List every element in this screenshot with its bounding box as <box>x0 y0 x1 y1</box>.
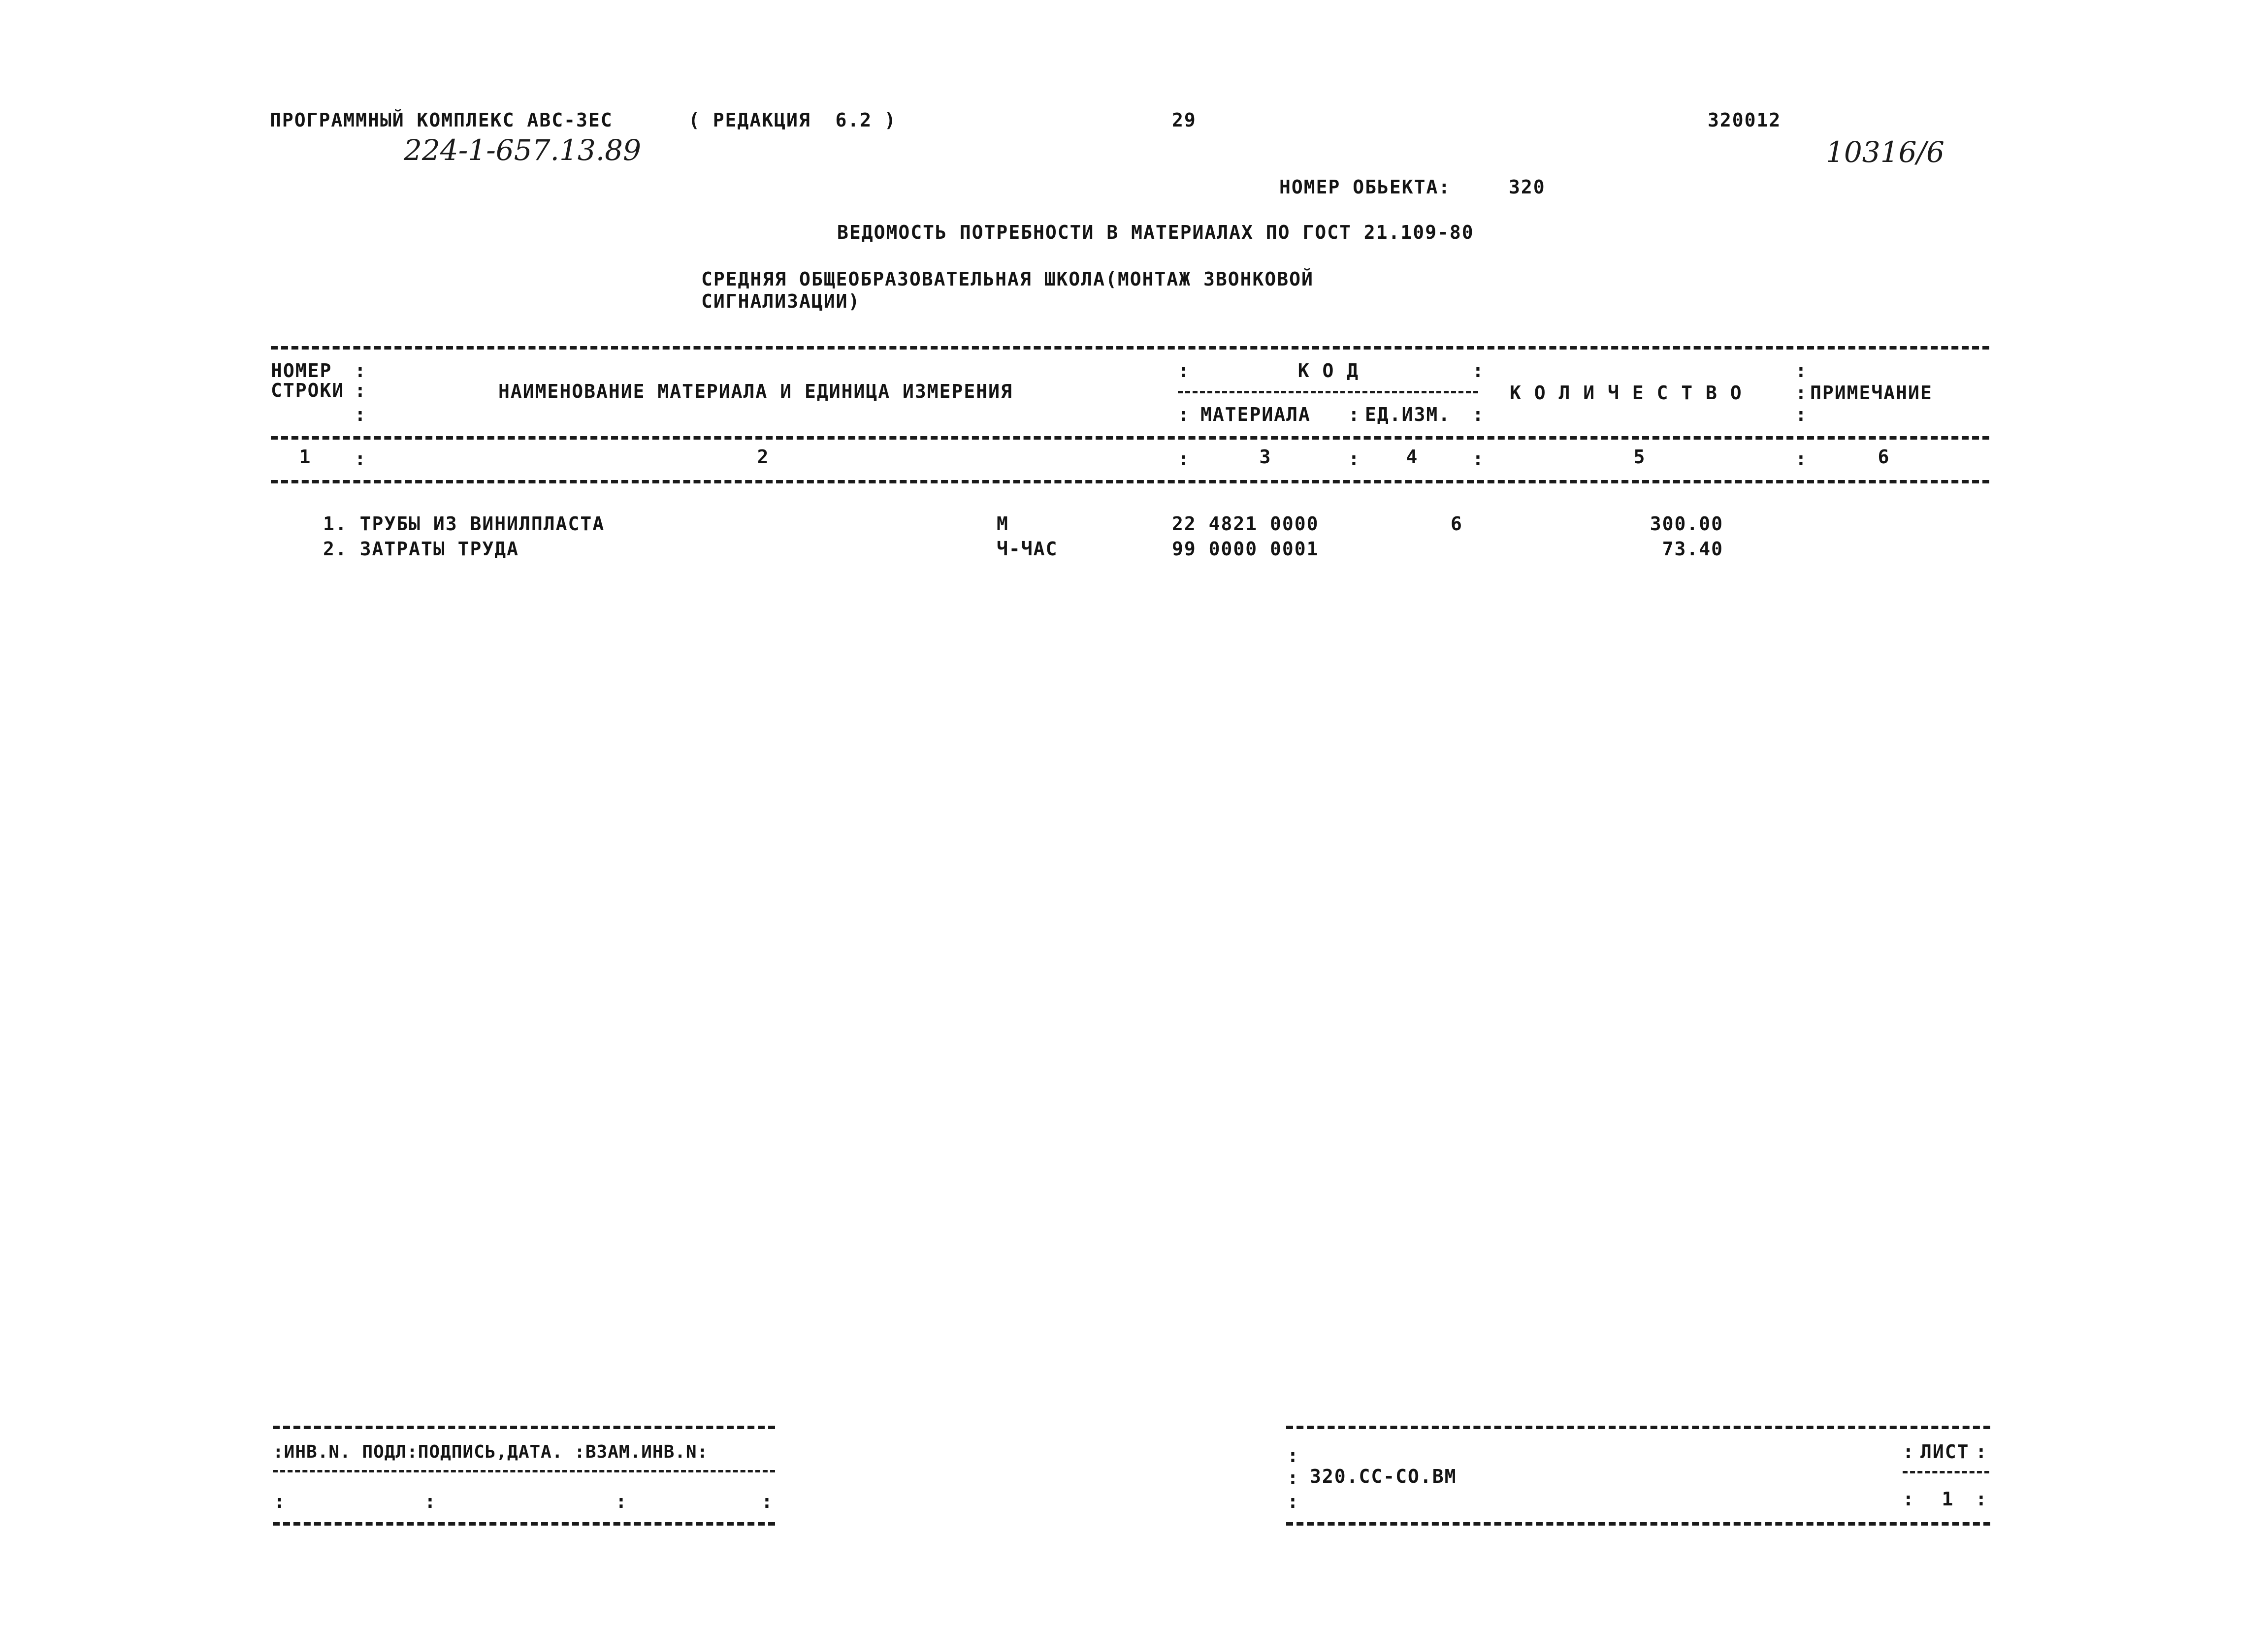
separator: : <box>1795 382 1808 404</box>
separator: : <box>355 360 367 382</box>
edition-label: ( РЕДАКЦИЯ 6.2 ) <box>688 109 897 131</box>
quantity: 300.00 <box>1650 513 1723 535</box>
object-number: 320 <box>1509 176 1546 198</box>
material-code: 99 0000 0001 <box>1172 538 1319 560</box>
separator: : <box>1178 404 1190 425</box>
subtitle-line-1: СРЕДНЯЯ ОБЩЕОБРАЗОВАТЕЛЬНАЯ ШКОЛА(МОНТАЖ ЗВОНКОВОЙ <box>701 268 1314 290</box>
separator: : <box>355 404 367 425</box>
separator: : <box>616 1491 628 1512</box>
separator: : <box>761 1491 774 1512</box>
separator: : <box>1348 404 1361 425</box>
column-number: 4 <box>1406 446 1419 468</box>
separator: : <box>1903 1441 1915 1463</box>
unit-code: 6 <box>1451 513 1463 535</box>
material-name: 1. ТРУБЫ ИЗ ВИНИЛПЛАСТА <box>323 513 605 535</box>
stamp-mid-rule <box>273 1470 775 1472</box>
document-designation: 320.СС-СО.ВМ <box>1310 1466 1457 1487</box>
quantity: 73.40 <box>1662 538 1723 560</box>
header-code: К О Д <box>1297 360 1360 382</box>
stamp-bottom-rule <box>273 1522 775 1526</box>
program-name: ПРОГРАММНЫЙ КОМПЛЕКС АВС-ЗЕС <box>270 109 613 131</box>
header-quantity: К О Л И Ч Е С Т В О <box>1510 382 1743 404</box>
separator: : <box>355 448 367 470</box>
separator: : <box>274 1491 286 1512</box>
header-note: ПРИМЕЧАНИЕ <box>1810 382 1933 404</box>
separator: : <box>1178 448 1190 470</box>
code-subheader-rule <box>1178 391 1478 393</box>
separator: : <box>1472 448 1485 470</box>
separator: : <box>1472 360 1485 382</box>
sheet-number: 1 <box>1942 1488 1954 1510</box>
column-number: 5 <box>1633 446 1646 468</box>
header-code-unit: ЕД.ИЗМ. <box>1365 404 1451 425</box>
header-material-name: НАИМЕНОВАНИЕ МАТЕРИАЛА И ЕДИНИЦА ИЗМЕРЕНИЯ <box>498 381 1013 402</box>
stamp-top-rule <box>1286 1426 1990 1429</box>
column-number: 3 <box>1259 446 1272 468</box>
header-row-number-line1: НОМЕР <box>271 360 332 382</box>
header-bottom-rule <box>271 436 1989 440</box>
material-name: 2. ЗАТРАТЫ ТРУДА <box>323 538 519 560</box>
column-numbers-bottom-rule <box>271 480 1989 483</box>
separator: : <box>1287 1491 1299 1512</box>
header-row-number-line2: СТРОКИ <box>271 380 345 401</box>
unit-of-measure: Ч-ЧАС <box>997 538 1058 560</box>
column-number: 2 <box>757 446 770 468</box>
stamp-top-rule <box>273 1426 775 1429</box>
separator: : <box>424 1491 437 1512</box>
separator: : <box>1287 1445 1299 1467</box>
separator: : <box>1287 1467 1299 1489</box>
material-code: 22 4821 0000 <box>1172 513 1319 535</box>
object-number-label: НОМЕР ОБЬЕКТА: <box>1279 176 1451 198</box>
table-top-rule <box>271 346 1989 350</box>
subtitle-line-2: СИГНАЛИЗАЦИИ) <box>701 290 861 312</box>
page-number: 29 <box>1172 109 1197 131</box>
separator: : <box>1795 448 1808 470</box>
separator: : <box>1795 404 1808 425</box>
separator: : <box>1348 448 1361 470</box>
separator: : <box>355 380 367 401</box>
handwritten-inventory-number: 10316/6 <box>1826 135 1944 169</box>
handwritten-designation: 224-1-657.13.89 <box>404 133 641 167</box>
separator: : <box>1976 1441 1988 1463</box>
column-number: 1 <box>299 446 312 468</box>
header-code-material: МАТЕРИАЛА <box>1200 404 1311 425</box>
column-number: 6 <box>1878 446 1890 468</box>
sheet-mid-rule <box>1903 1471 1989 1473</box>
separator: : <box>1178 360 1190 382</box>
separator: : <box>1472 404 1485 425</box>
separator: : <box>1976 1488 1988 1510</box>
stamp-bottom-rule <box>1286 1522 1990 1526</box>
separator: : <box>1903 1488 1915 1510</box>
unit-of-measure: М <box>997 513 1009 535</box>
separator: : <box>1795 360 1808 382</box>
stamp-left-labels: :ИНВ.N. ПОДЛ:ПОДПИСЬ,ДАТА. :ВЗАМ.ИНВ.N: <box>273 1442 709 1462</box>
sheet-label: ЛИСТ <box>1920 1441 1970 1463</box>
page-title: ВЕДОМОСТЬ ПОТРЕБНОСТИ В МАТЕРИАЛАХ ПО ГОСТ 21.109-80 <box>837 222 1474 243</box>
document-code: 320012 <box>1708 109 1782 131</box>
